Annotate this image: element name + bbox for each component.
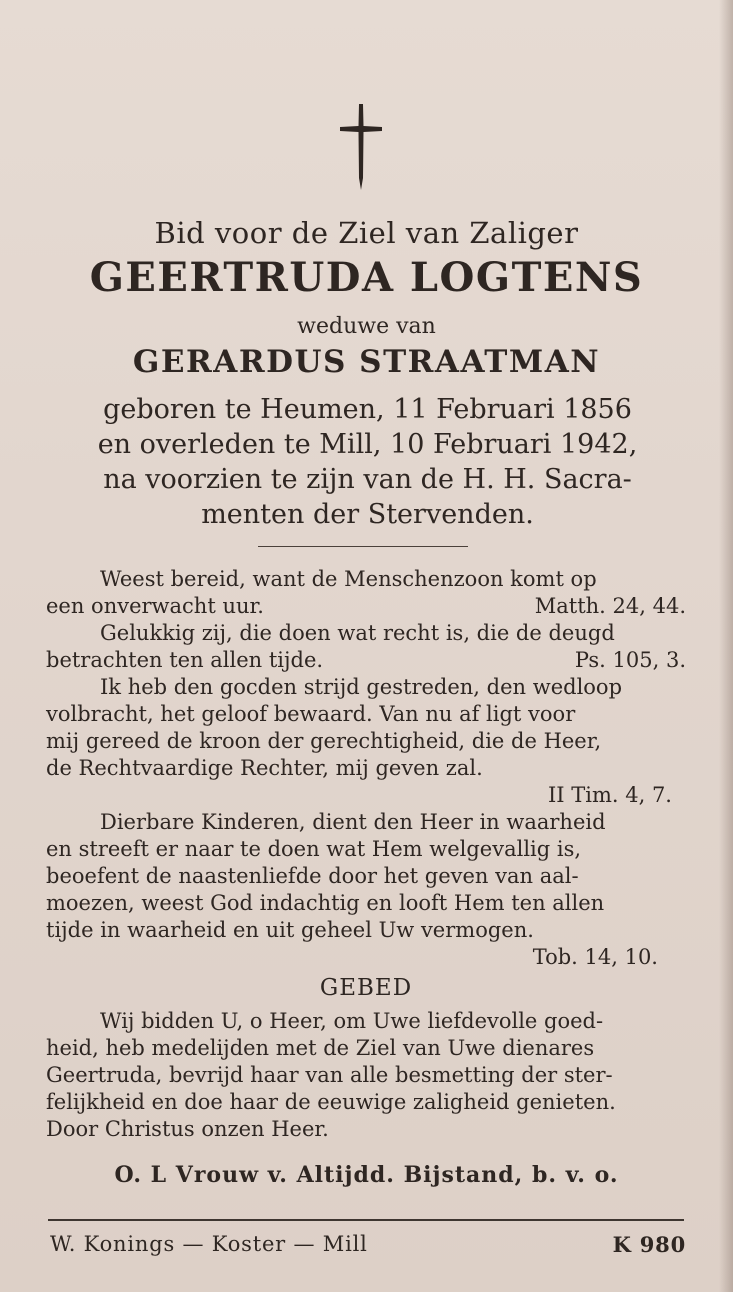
- verse-text: een onverwacht uur.: [46, 594, 264, 618]
- verses-block: [46, 566, 686, 1143]
- verse-text: volbracht, het geloof bewaard. Van nu af ligt voor: [46, 702, 576, 726]
- verse-line: [46, 755, 686, 782]
- bio-line: geboren te Heumen, 11 Februari 1856: [103, 394, 632, 425]
- divider: [258, 546, 468, 547]
- prayer-line: Geertruda, bevrijd haar van alle besmetting der ster-: [46, 1063, 613, 1087]
- verse-line: [46, 566, 686, 593]
- card-edge: [719, 0, 733, 1292]
- printer-credit: W. Konings — Koster — Mill: [50, 1232, 368, 1256]
- verse-line: [46, 836, 686, 863]
- prayer-text: [46, 1008, 686, 1143]
- verse-line: [46, 944, 686, 971]
- bio-line: en overleden te Mill, 10 Februari 1942,: [97, 429, 638, 460]
- bio-line: menten der Stervenden.: [201, 499, 534, 530]
- verse-text: beoefent de naastenliefde door het geven van aal-: [46, 864, 579, 888]
- verse-line: [46, 701, 686, 728]
- verse-text: Dierbare Kinderen, dient den Heer in waarheid: [100, 810, 606, 834]
- verse-text: Ik heb den gocden strijd gestreden, den wedloop: [100, 675, 623, 699]
- verse-line: [46, 917, 686, 944]
- husband-name: GERARDUS STRAATMAN: [132, 344, 601, 380]
- widow-of-label: weduwe van: [297, 314, 436, 339]
- verse-text: de Rechtvaardige Rechter, mij geven zal.: [46, 756, 483, 780]
- verse-line: [46, 620, 686, 647]
- verse-text: moezen, weest God indachtig en looft Hem ten allen: [46, 891, 605, 915]
- verse-line: [46, 809, 686, 836]
- bio-line: na voorzien te zijn van de H. H. Sacra-: [103, 464, 632, 495]
- verse-line: [46, 593, 686, 620]
- verse-line: [46, 647, 686, 674]
- verse-text: en streeft er naar te doen wat Hem welgevallig is,: [46, 837, 582, 861]
- prayer-heading: GEBED: [319, 975, 413, 1001]
- deceased-name: GEERTRUDA LOGTENS: [89, 254, 644, 301]
- verse-text: tijde in waarheid en uit geheel Uw vermogen.: [46, 918, 534, 942]
- prayer-invocation: Bid voor de Ziel van Zaliger: [154, 216, 579, 250]
- verse-reference: II Tim. 4, 7.: [547, 783, 672, 807]
- verse-reference: Tob. 14, 10.: [532, 945, 658, 969]
- prayer-line: felijkheid en doe haar de eeuwige zaligheid genieten.: [46, 1090, 616, 1114]
- bible-verses: [46, 566, 686, 971]
- verse-reference: Matth. 24, 44.: [534, 594, 686, 618]
- association-line: O. L Vrouw v. Altijdd. Bijstand, b. v. o.: [114, 1162, 619, 1188]
- prayer-line: Door Christus onzen Heer.: [46, 1117, 329, 1141]
- prayer-line: heid, heb medelijden met de Ziel van Uwe dienares: [46, 1036, 595, 1060]
- footer: [50, 1232, 686, 1257]
- verse-line: [46, 890, 686, 917]
- cross-icon: [338, 102, 384, 192]
- verse-text: mij gereed de kroon der gerechtigheid, die de Heer,: [46, 729, 602, 753]
- card-code: K 980: [612, 1232, 686, 1257]
- verse-line: [46, 782, 686, 809]
- verse-line: [46, 674, 686, 701]
- verse-line: [46, 728, 686, 755]
- verse-text: Gelukkig zij, die doen wat recht is, die de deugd: [100, 621, 615, 645]
- verse-line: [46, 863, 686, 890]
- verse-reference: Ps. 105, 3.: [574, 648, 686, 672]
- footer-divider: [48, 1219, 684, 1221]
- biography: [40, 392, 695, 532]
- prayer-line: Wij bidden U, o Heer, om Uwe liefdevolle goed-: [100, 1009, 604, 1033]
- verse-text: Weest bereid, want de Menschenzoon komt op: [100, 567, 597, 591]
- verse-text: betrachten ten allen tijde.: [46, 648, 324, 672]
